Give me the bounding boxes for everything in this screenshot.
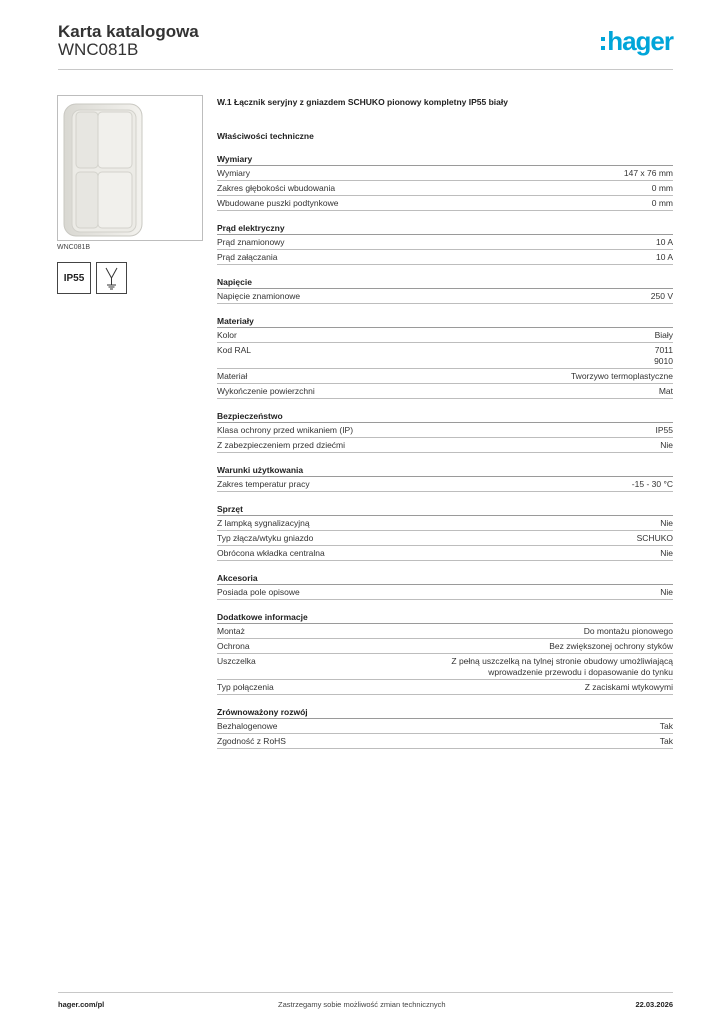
section-title: Materiały	[217, 313, 673, 328]
spec-label: Kolor	[217, 329, 237, 340]
spec-row	[217, 250, 673, 265]
spec-value: 147 x 76 mm	[623, 167, 673, 178]
spec-label: Typ złącza/wtyku gniazdo	[217, 532, 314, 543]
spec-section	[217, 501, 673, 561]
spec-row	[217, 654, 673, 680]
spec-label: Obrócona wkładka centralna	[217, 547, 325, 558]
spec-row	[217, 166, 673, 181]
spec-value: Bez zwiększonej ochrony styków	[549, 640, 673, 651]
spec-row	[217, 516, 673, 531]
spec-row	[217, 680, 673, 695]
spec-row	[217, 343, 673, 369]
spec-row	[217, 639, 673, 654]
disclaimer: Zastrzegamy sobie możliwość zmian technicznych	[278, 1000, 446, 1009]
spec-value: Tworzywo termoplastyczne	[570, 370, 673, 381]
spec-label: Bezhalogenowe	[217, 720, 278, 731]
spec-section	[217, 274, 673, 304]
logo-text: hager	[607, 26, 673, 56]
spec-value: 7011 9010	[654, 344, 673, 366]
spec-row	[217, 235, 673, 250]
spec-label: Wbudowane puszki podtynkowe	[217, 197, 339, 208]
spec-label: Kod RAL	[217, 344, 252, 355]
spec-section	[217, 220, 673, 265]
spec-section	[217, 462, 673, 492]
spec-label: Wymiary	[217, 167, 250, 178]
spec-value: Tak	[659, 720, 673, 731]
spec-value: Z pełną uszczelką na tylnej stronie obudowy umożliwiającą wprowadzenie przewodu i dopasowanie do tynku	[451, 655, 673, 677]
spec-value: 0 mm	[651, 182, 673, 193]
image-caption: WNC081B	[57, 244, 91, 251]
section-title: Zrównoważony rozwój	[217, 704, 673, 719]
spec-value: 250 V	[650, 290, 673, 301]
spec-value: 10 A	[655, 251, 673, 262]
spec-label: Uszczelka	[217, 655, 256, 666]
spec-section	[217, 704, 673, 749]
spec-value: Do montażu pionowego	[583, 625, 673, 636]
spec-value: -15 - 30 °C	[631, 478, 673, 489]
spec-label: Zakres temperatur pracy	[217, 478, 310, 489]
spec-value: IP55	[655, 424, 673, 435]
spec-label: Z zabezpieczeniem przed dziećmi	[217, 439, 346, 450]
print-date: 22.03.2026	[635, 1000, 673, 1009]
spec-row	[217, 181, 673, 196]
spec-label: Prąd znamionowy	[217, 236, 285, 247]
spec-label: Zakres głębokości wbudowania	[217, 182, 336, 193]
spec-value: Tak	[659, 735, 673, 746]
section-title: Sprzęt	[217, 501, 673, 516]
spec-row	[217, 384, 673, 399]
spec-row	[217, 734, 673, 749]
section-title: Warunki użytkowania	[217, 462, 673, 477]
properties-heading: Właściwości techniczne	[217, 131, 314, 141]
spec-section	[217, 408, 673, 453]
spec-row	[217, 369, 673, 384]
spec-row	[217, 438, 673, 453]
spec-row	[217, 423, 673, 438]
spec-section	[217, 151, 673, 211]
spec-label: Prąd załączania	[217, 251, 278, 262]
ip55-badge: IP55	[57, 262, 91, 294]
spec-label: Materiał	[217, 370, 248, 381]
spec-row	[217, 477, 673, 492]
spec-sections	[217, 151, 673, 749]
spec-value: Nie	[660, 586, 673, 597]
section-title: Akcesoria	[217, 570, 673, 585]
spec-value: 10 A	[655, 236, 673, 247]
page-header	[58, 20, 673, 70]
spec-row	[217, 289, 673, 304]
spec-label: Wykończenie powierzchni	[217, 385, 315, 396]
spec-label: Montaż	[217, 625, 245, 636]
spec-row	[217, 328, 673, 343]
website-link[interactable]: hager.com/pl	[58, 1000, 105, 1009]
section-title: Wymiary	[217, 151, 673, 166]
logo-dots-icon	[601, 37, 605, 50]
spec-section	[217, 570, 673, 600]
spec-value: Z zaciskami wtykowymi	[584, 681, 673, 692]
spec-label: Zgodność z RoHS	[217, 735, 286, 746]
section-title: Bezpieczeństwo	[217, 408, 673, 423]
hager-logo	[601, 26, 673, 56]
spec-label: Typ połączenia	[217, 681, 274, 692]
spec-label: Napięcie znamionowe	[217, 290, 301, 301]
product-code: WNC081B	[58, 40, 139, 59]
spec-value: Biały	[654, 329, 673, 340]
spec-section	[217, 313, 673, 399]
spec-value: Nie	[660, 547, 673, 558]
spec-label: Ochrona	[217, 640, 250, 651]
spec-row	[217, 624, 673, 639]
protective-contact-symbol-icon	[96, 262, 127, 294]
spec-label: Klasa ochrony przed wnikaniem (IP)	[217, 424, 354, 435]
product-title: W.1 Łącznik seryjny z gniazdem SCHUKO pionowy kompletny IP55 biały	[217, 97, 508, 107]
spec-value: Mat	[658, 385, 673, 396]
product-image	[57, 95, 203, 241]
section-title: Napięcie	[217, 274, 673, 289]
spec-label: Z lampką sygnalizacyjną	[217, 517, 310, 528]
document-title: Karta katalogowa	[58, 22, 199, 41]
spec-section	[217, 609, 673, 695]
spec-row	[217, 531, 673, 546]
spec-value: Nie	[660, 517, 673, 528]
spec-value: SCHUKO	[636, 532, 673, 543]
spec-row	[217, 546, 673, 561]
spec-row	[217, 719, 673, 734]
spec-row	[217, 585, 673, 600]
spec-label: Posiada pole opisowe	[217, 586, 300, 597]
spec-content	[217, 96, 673, 758]
section-title: Prąd elektryczny	[217, 220, 673, 235]
spec-value: 0 mm	[651, 197, 673, 208]
page-footer	[58, 992, 673, 1013]
section-title: Dodatkowe informacje	[217, 609, 673, 624]
spec-value: Nie	[660, 439, 673, 450]
spec-row	[217, 196, 673, 211]
